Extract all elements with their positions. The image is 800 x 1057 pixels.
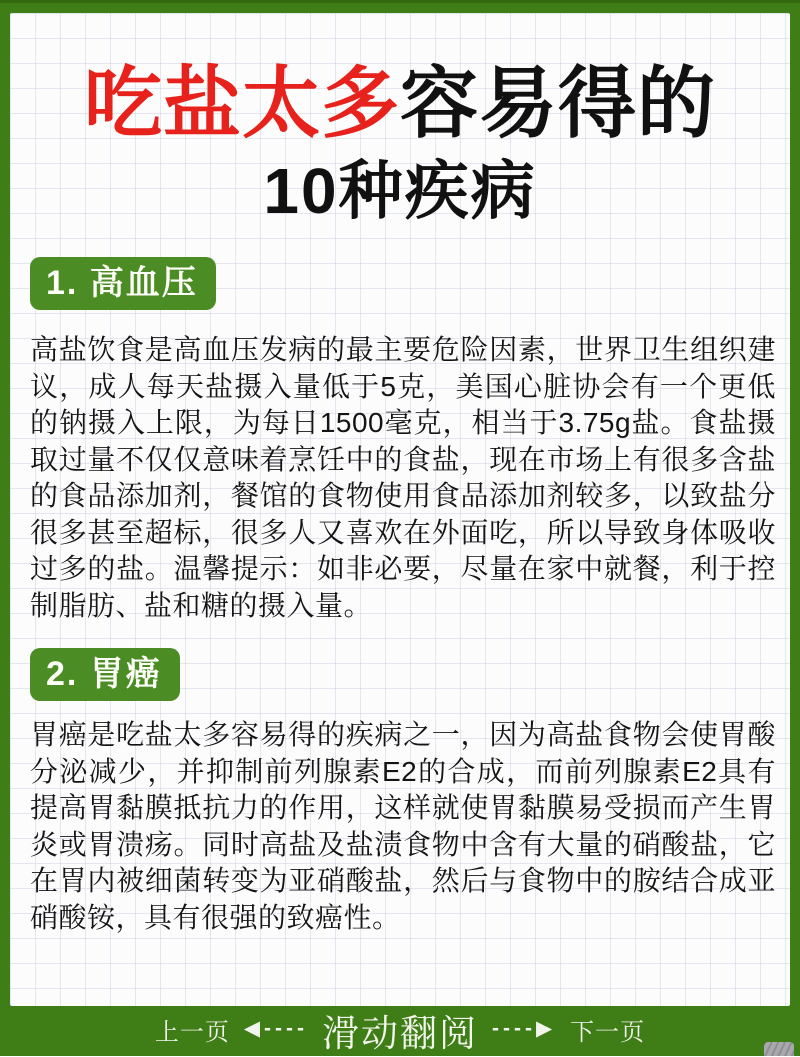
page-title bbox=[10, 57, 790, 227]
section-hypertension bbox=[10, 227, 790, 624]
title-line1 bbox=[10, 57, 790, 149]
section-2-badge: 2. 胃癌 bbox=[30, 648, 180, 701]
right-dashed-arrow-icon: ----▶ bbox=[492, 1017, 557, 1040]
title-line2: 10种疾病 bbox=[263, 155, 537, 227]
prev-page-button[interactable]: 上一页 bbox=[154, 1019, 230, 1046]
watermark-badge bbox=[764, 1042, 794, 1056]
section-1-badge: 1. 高血压 bbox=[30, 257, 216, 310]
section-2-body: 胃癌是吃盐太多容易得的疾病之一，因为高盐食物会使胃酸分泌减少，并抑制前列腺素E2的合成，而前列腺素E2具有提高胃黏膜抵抗力的作用，这样就使胃黏膜易受损而产生胃炎或胃溃疡。同时高盐及盐渍食物中含有大量的硝酸盐，它在胃内被细菌转变为亚硝酸盐，然后与食物中的胺结合成亚硝酸铵，具有很强的致癌性。 bbox=[30, 719, 776, 933]
pager-bar bbox=[0, 1003, 800, 1056]
title-highlight-red: 吃盐太多 bbox=[83, 59, 400, 147]
section-1-body: 高盐饮食是高血压发病的最主要危险因素，世界卫生组织建议，成人每天盐摄入量低于5克，美国心脏协会有一个更低的钠摄入上限，为每日1500毫克，相当于3.75g盐。食盐摄取过量不仅仅意味着烹饪中的食盐，现在市场上有很多含盐的食品添加剂，餐馆的食物使用食品添加剂较多，以致盐分很多甚至超标，很多人又喜欢在外面吃，所以导致身体吸收过多的盐。温馨提示：如非必要，尽量在家中就餐，利于控制脂肪、盐和糖的摄入量。 bbox=[30, 334, 776, 621]
swipe-hint-label: 滑动翻阅 bbox=[322, 1012, 478, 1054]
next-page-button[interactable]: 下一页 bbox=[570, 1019, 646, 1046]
content-area bbox=[10, 13, 790, 1006]
title-rest-black: 容易得的 bbox=[400, 59, 717, 147]
section-stomach-cancer bbox=[10, 624, 790, 936]
left-dashed-arrow-icon: ◀---- bbox=[243, 1017, 308, 1040]
